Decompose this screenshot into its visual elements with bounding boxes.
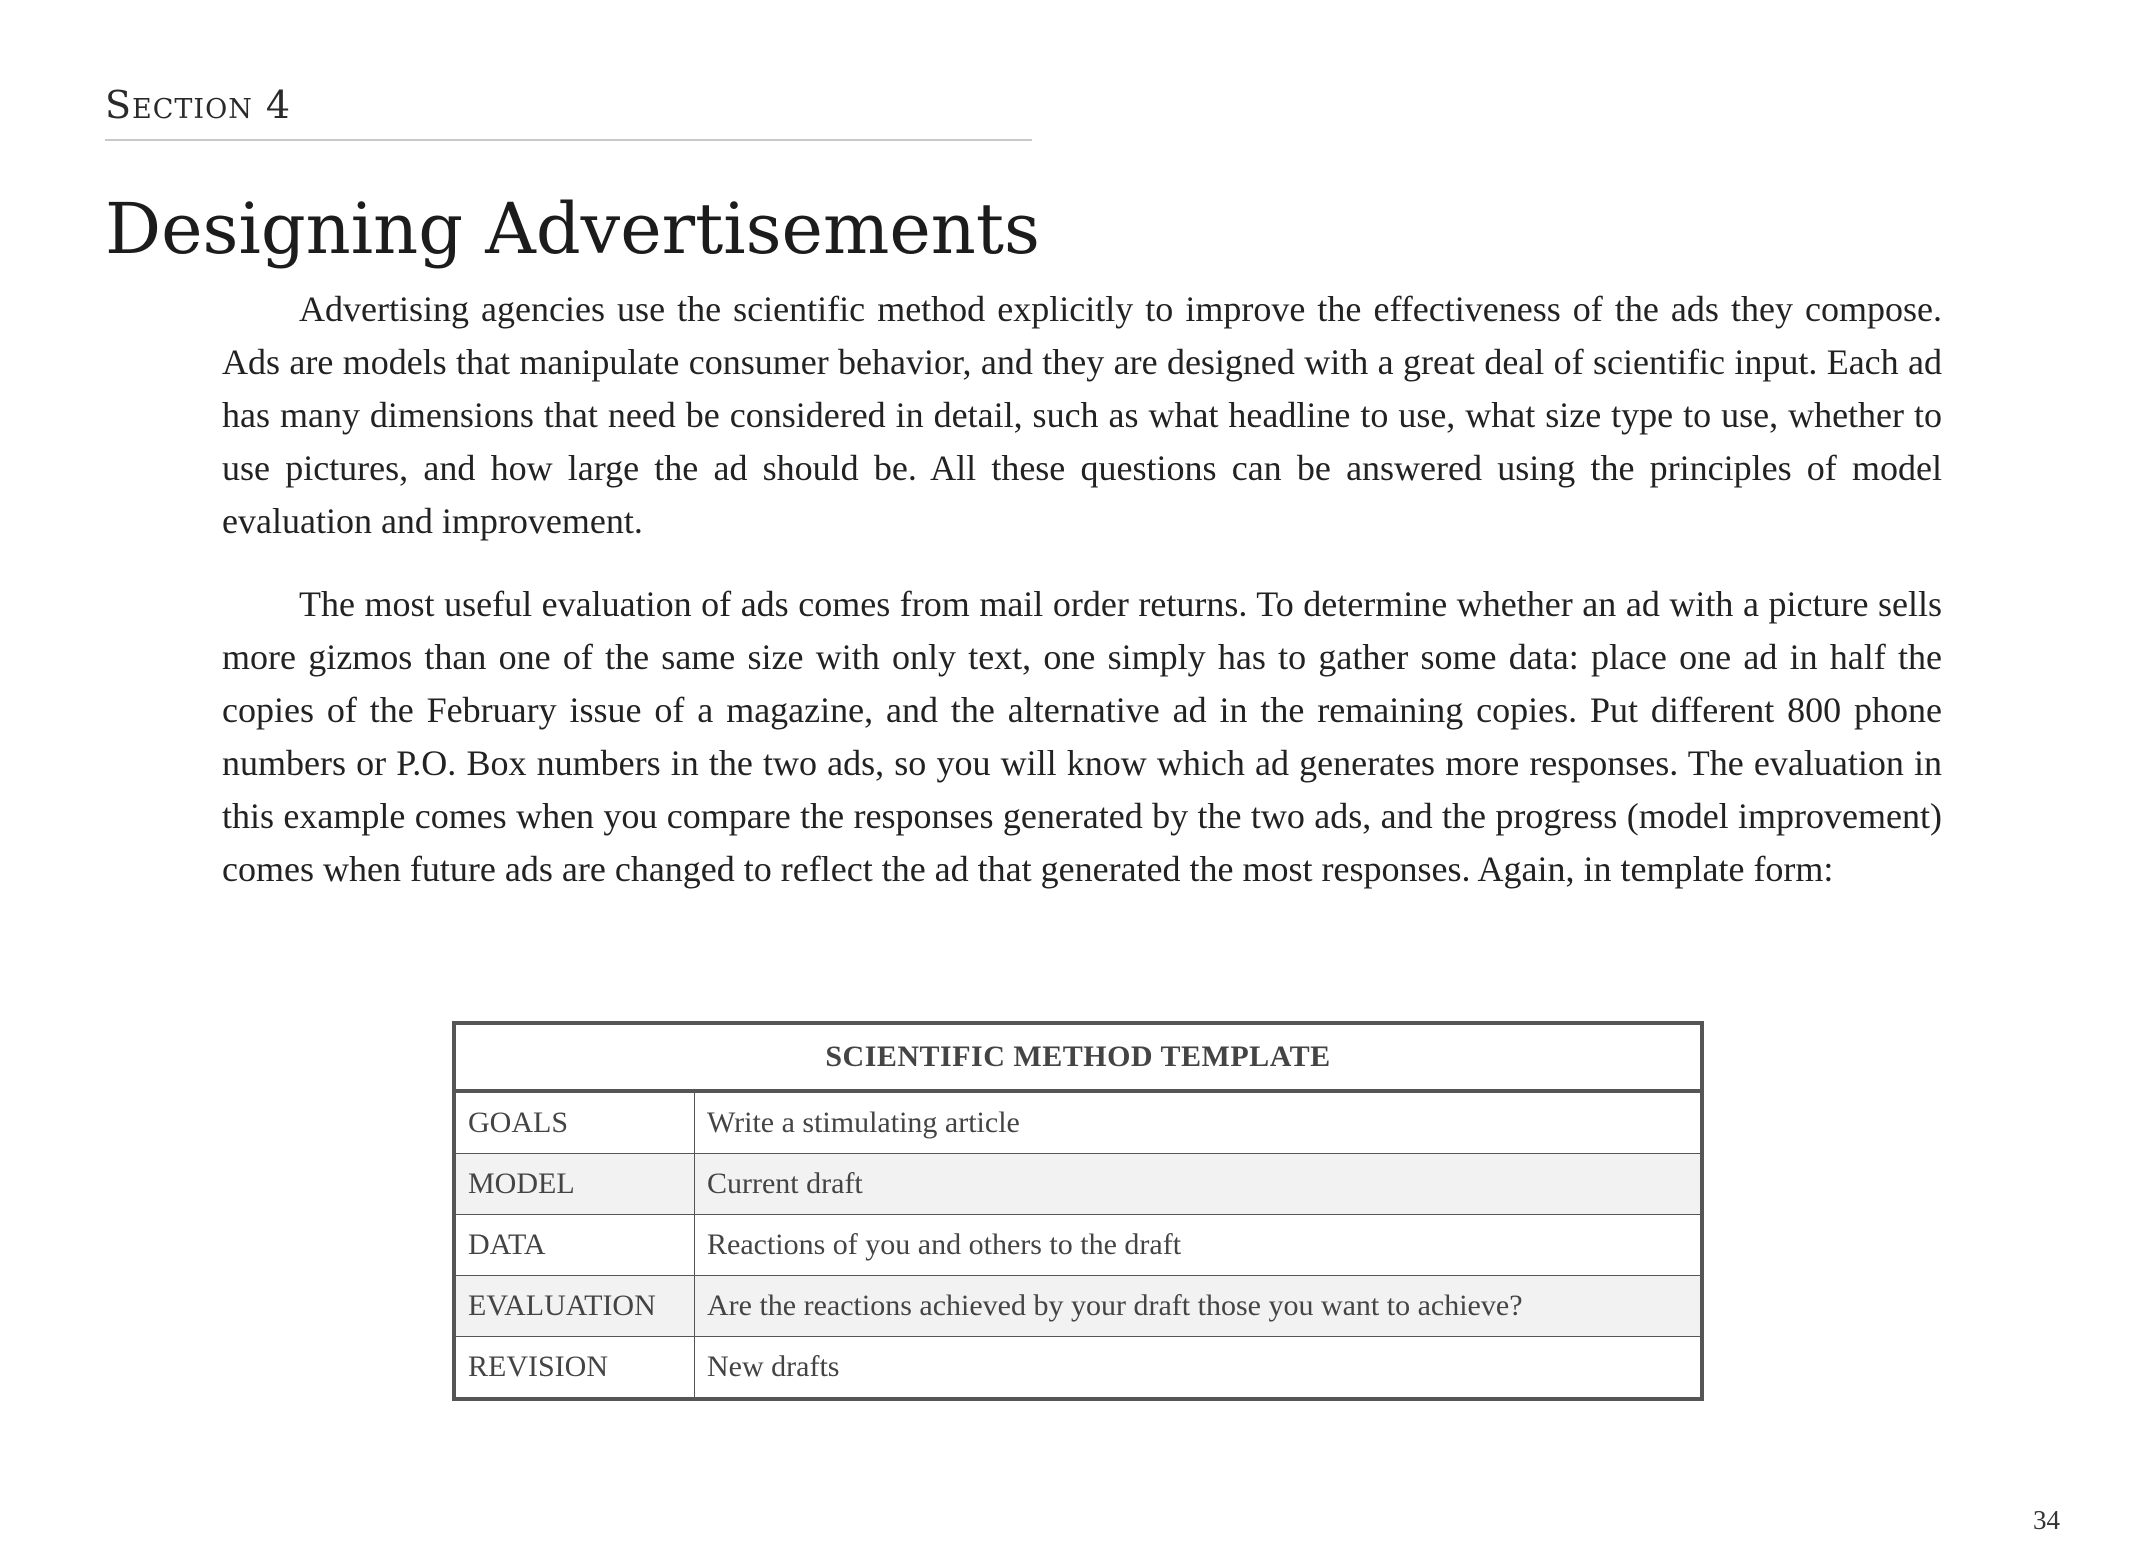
section-divider: [105, 139, 1032, 141]
table-row-revision: [454, 1337, 1702, 1400]
row-label: MODEL: [454, 1154, 695, 1215]
row-label: EVALUATION: [454, 1276, 695, 1337]
paragraph-2: The most useful evaluation of ads comes from mail order returns. To determine whether an ad with a picture sells more gizmos than one of the same size with only text, one simply has to gather some data: place one ad in half the copies of the February issue of a magazine, and the alternative ad in the remaining copies. Put different 800 phone numbers or P.O. Box numbers in the two ads, so you will know which ad generates more responses. The evaluation in this example comes when you compare the responses generated by the two ads, and the progress (model improvement) comes when future ads are changed to reflect the ad that generated the most responses. Again, in template form:: [222, 584, 1942, 889]
row-value: Write a stimulating article: [695, 1091, 1703, 1154]
row-value: New drafts: [695, 1337, 1703, 1400]
page-title: Designing Advertisements: [105, 187, 1040, 270]
scientific-method-table: [452, 1021, 1704, 1401]
row-label: GOALS: [454, 1091, 695, 1154]
table-row-evaluation: [454, 1276, 1702, 1337]
row-label: REVISION: [454, 1337, 695, 1400]
section-label: Section 4: [105, 83, 292, 127]
paragraph-1: Advertising agencies use the scientific method explicitly to improve the effectiveness of the ads they compose. Ads are models that manipulate consumer behavior, and they are designed with a great deal of scientific input. Each ad has many dimensions that need be considered in detail, such as what headline to use, what size type to use, whether to use pictures, and how large the ad should be. All these questions can be answered using the principles of model evaluation and improvement.: [222, 289, 1942, 541]
row-value: Current draft: [695, 1154, 1703, 1215]
table-header-row: [454, 1023, 1702, 1091]
table-row-data: [454, 1215, 1702, 1276]
row-value: Are the reactions achieved by your draft those you want to achieve?: [695, 1276, 1703, 1337]
row-value: Reactions of you and others to the draft: [695, 1215, 1703, 1276]
table-row-goals: [454, 1091, 1702, 1154]
table-title: SCIENTIFIC METHOD TEMPLATE: [454, 1023, 1702, 1091]
table-row-model: [454, 1154, 1702, 1215]
row-label: DATA: [454, 1215, 695, 1276]
body-text: [222, 283, 1942, 926]
page-number: 34: [2033, 1505, 2060, 1535]
